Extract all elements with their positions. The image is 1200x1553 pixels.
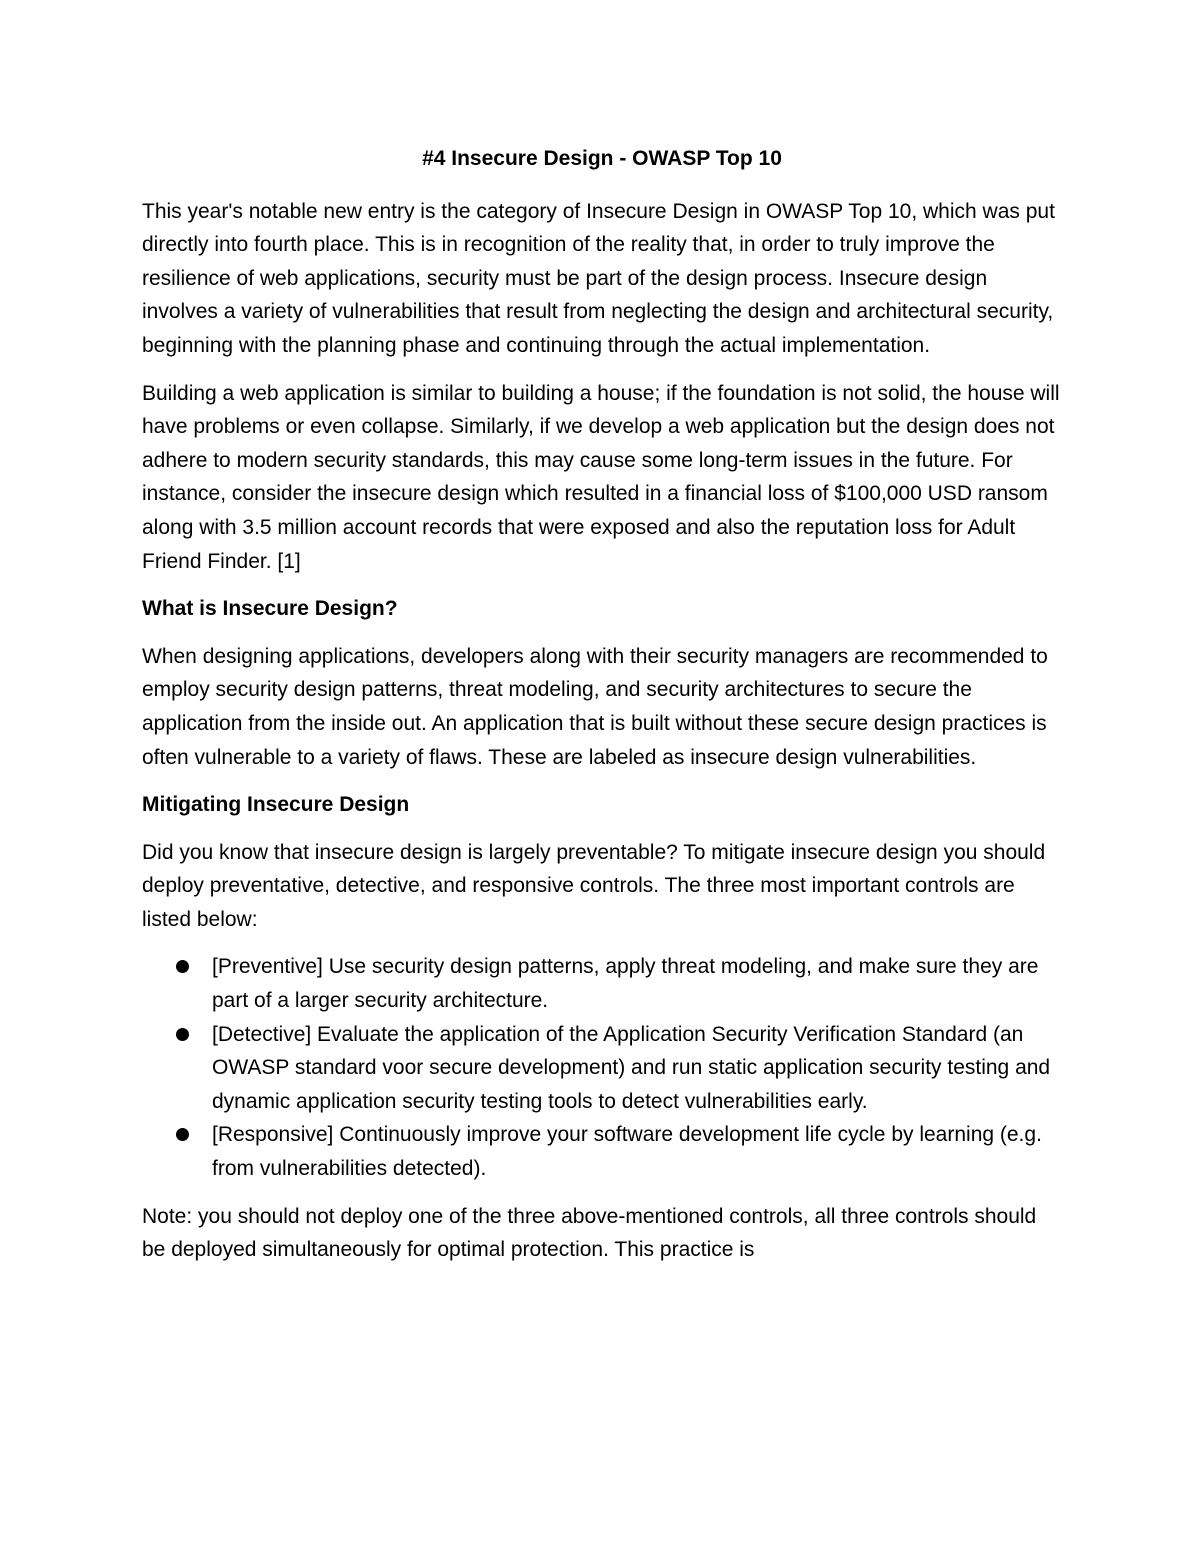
list-item xyxy=(142,1018,1062,1119)
controls-list xyxy=(142,950,1062,1185)
mitigating-paragraph: Did you know that insecure design is largely preventable? To mitigate insecure design you should deploy preventative, detective, and responsive controls. The three most important controls are listed below: xyxy=(142,840,1046,931)
list-item-text: [Detective] Evaluate the application of the Application Security Verification Standard (an OWASP standard voor secure development) and run static application security testing and dynamic application security testing tools to detect vulnerabilities early. xyxy=(212,1022,1051,1113)
intro-paragraph: This year's notable new entry is the category of Insecure Design in OWASP Top 10, which was put directly into fourth place. This is in recognition of the reality that, in order to truly improve the resilience of web applications, security must be part of the design process. Insecure design involves a variety of vulnerabilities that result from neglecting the design and architectural security, beginning with the planning phase and continuing through the actual implementation. xyxy=(142,199,1055,357)
bullet-icon xyxy=(176,960,189,973)
list-item-text: [Preventive] Use security design patterns, apply threat modeling, and make sure they are part of a larger security architecture. xyxy=(212,955,1039,1013)
what-is-insecure-design-paragraph: When designing applications, developers along with their security managers are recommended to employ security design patterns, threat modeling, and security architectures to secure the application from the inside out. An application that is built without these secure design practices is often vulnerable to a variety of flaws. These are labeled as insecure design vulnerabilities. xyxy=(142,644,1048,769)
list-item xyxy=(142,1118,1062,1185)
list-item-text: [Responsive] Continuously improve your software development life cycle by learning (e.g. from vulnerabilities detected). xyxy=(212,1123,1042,1181)
bullet-icon xyxy=(176,1028,189,1041)
document-body xyxy=(142,142,1062,1281)
analogy-paragraph: Building a web application is similar to building a house; if the foundation is not solid, the house will have problems or even collapse. Similarly, if we develop a web application but the design does not adhere to modern security standards, this may cause some long-term issues in the future. For instance, consider the insecure design which resulted in a financial loss of $100,000 USD ransom along with 3.5 million account records that were exposed and also the reputation loss for Adult Friend Finder. [1] xyxy=(142,381,1060,573)
section-heading-what-is-insecure-design: What is Insecure Design? xyxy=(142,597,398,621)
note-paragraph: Note: you should not deploy one of the three above-mentioned controls, all three controls should be deployed simultaneously for optimal protection. This practice is xyxy=(142,1204,1037,1262)
bullet-icon xyxy=(176,1128,189,1141)
document-title: #4 Insecure Design - OWASP Top 10 xyxy=(422,147,782,170)
list-item xyxy=(142,950,1062,1017)
section-heading-mitigating-insecure-design: Mitigating Insecure Design xyxy=(142,793,410,817)
